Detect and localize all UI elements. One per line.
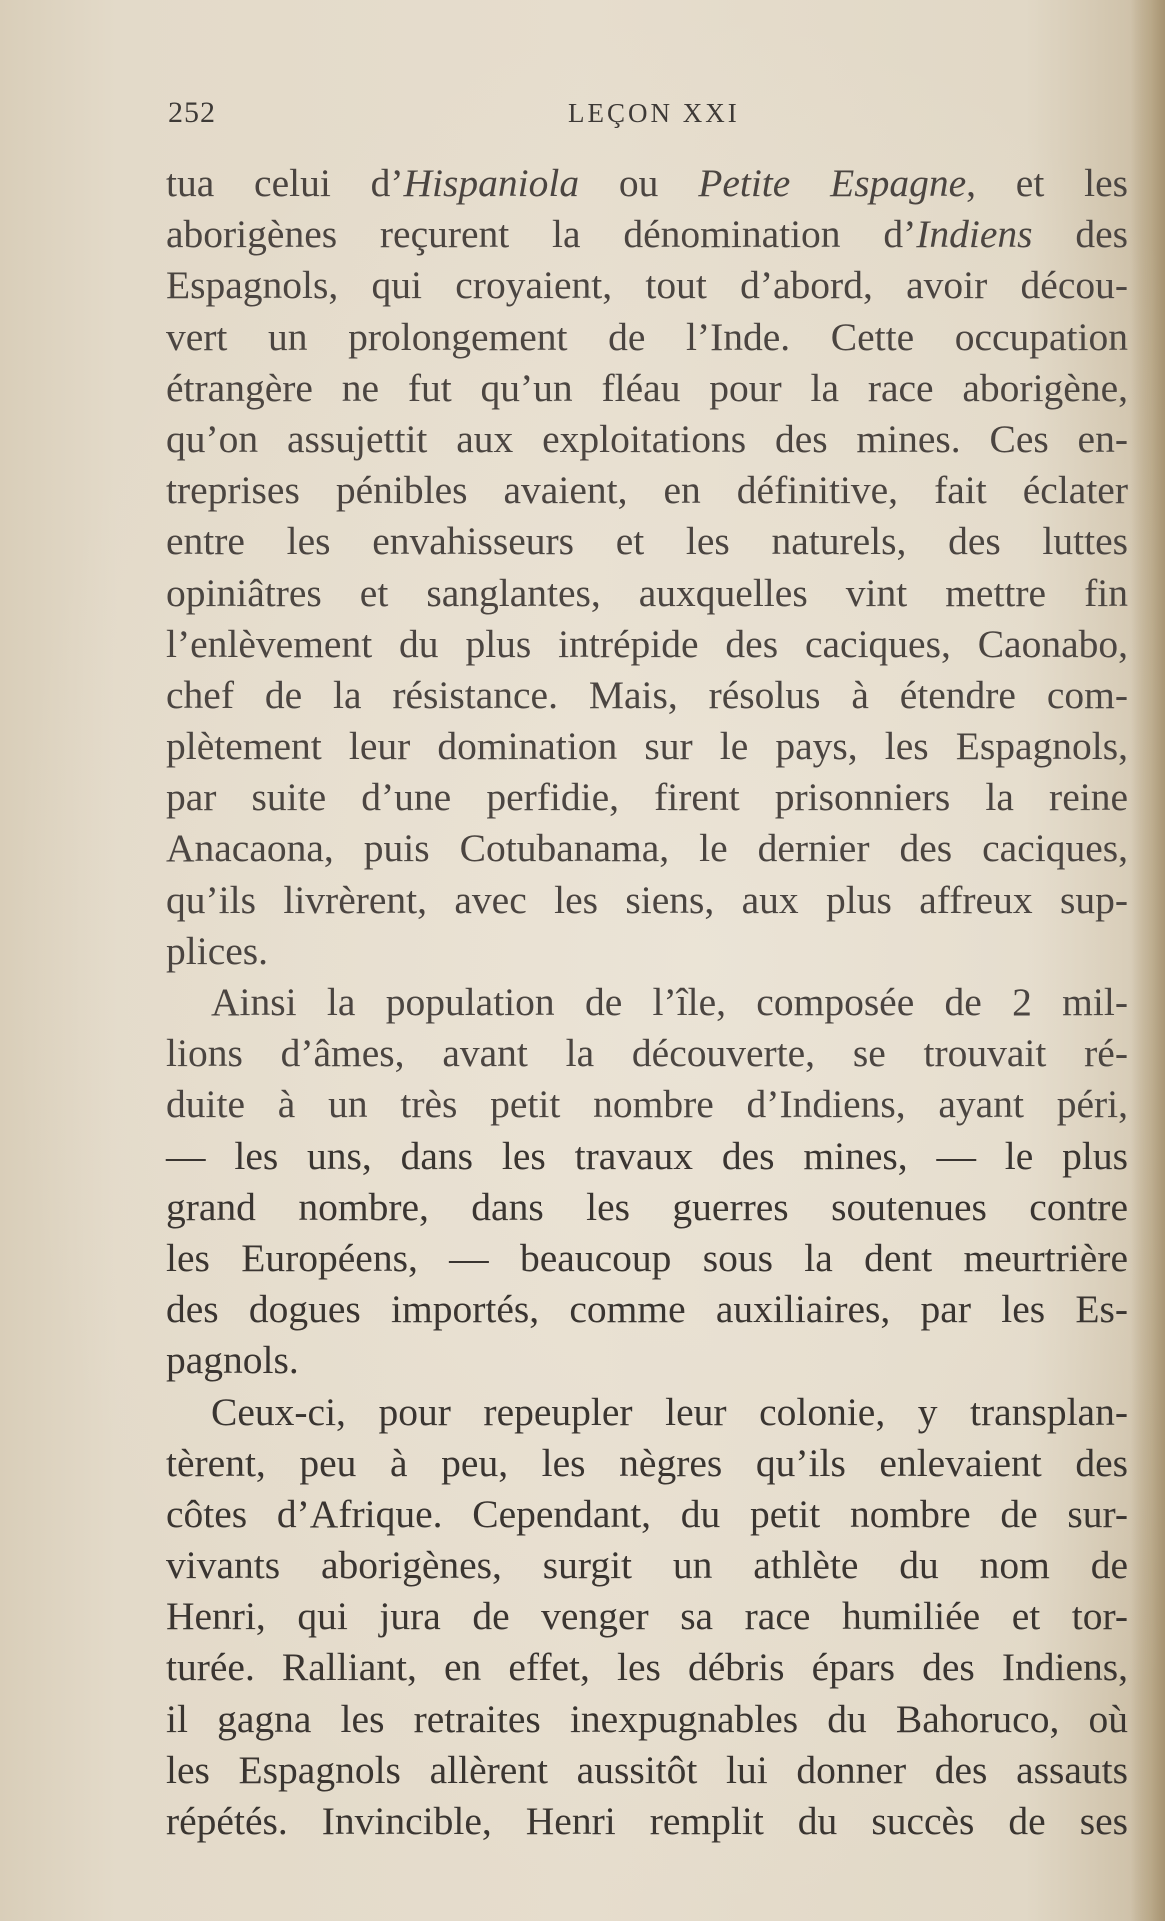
text-line: [166, 465, 1128, 516]
text-line: [166, 1028, 1128, 1079]
text-line: [166, 414, 1128, 465]
text-segment: Ainsi la population de l’île, composée de 2 mil-: [211, 980, 1128, 1024]
text-segment: des: [1032, 212, 1128, 257]
text-line: [166, 1591, 1128, 1642]
text-segment: Ceux-ci, pour repeupler leur colonie, y transplan-: [211, 1389, 1128, 1434]
text-line: [166, 1694, 1128, 1745]
text-segment: des dogues importés, comme auxiliaires, par les Es-: [166, 1287, 1128, 1332]
text-line: [166, 363, 1128, 414]
text-line: [166, 1438, 1128, 1489]
text-line: [166, 823, 1128, 874]
text-segment: l’enlèvement du plus intrépide des caciques, Caonabo,: [166, 621, 1128, 666]
text-line: [166, 1796, 1128, 1847]
text-line: [166, 926, 1128, 977]
italic-term: Hispaniola: [403, 161, 580, 205]
text-segment: répétés. Invincible, Henri remplit du succès de ses: [166, 1799, 1128, 1843]
text-line: [166, 1284, 1128, 1335]
text-segment: tèrent, peu à peu, les nègres qu’ils enlevaient des: [166, 1440, 1128, 1485]
text-segment: Espagnols, qui croyaient, tout d’abord, avoir décou-: [166, 263, 1128, 308]
text-line: [166, 1079, 1128, 1130]
text-line: [166, 772, 1128, 823]
text-segment: chef de la résistance. Mais, résolus à étendre com-: [166, 672, 1128, 717]
text-segment: lions d’âmes, avant la découverte, se trouvait ré-: [166, 1031, 1128, 1076]
text-segment: treprises pénibles avaient, en définitive, fait éclater: [166, 468, 1128, 513]
text-segment: pagnols.: [166, 1338, 299, 1383]
text-segment: vert un prolongement de l’Inde. Cette occupation: [166, 314, 1128, 359]
text-segment: vivants aborigènes, surgit un athlète du nom de: [166, 1543, 1128, 1588]
text-segment: par suite d’une perfidie, firent prisonniers la reine: [166, 775, 1128, 820]
text-line: [166, 1233, 1128, 1284]
text-segment: tua celui d’: [166, 161, 404, 205]
text-line: [166, 516, 1128, 567]
text-line: [166, 1182, 1128, 1233]
text-segment: ou: [579, 161, 699, 205]
text-segment: duite à un très petit nombre d’Indiens, ayant péri,: [166, 1082, 1128, 1127]
text-line: [166, 1131, 1128, 1182]
text-line: [166, 568, 1128, 619]
text-segment: turée. Ralliant, en effet, les débris épars des Indiens,: [166, 1645, 1128, 1690]
text-line: [166, 1387, 1128, 1438]
text-line: [166, 1489, 1128, 1540]
text-segment: il gagna les retraites inexpugnables du Bahoruco, où: [166, 1696, 1128, 1741]
text-segment: Henri, qui jura de venger sa race humiliée et tor-: [166, 1594, 1128, 1639]
text-segment: — les uns, dans les travaux des mines, — le plus: [166, 1133, 1128, 1178]
text-line: [166, 260, 1128, 311]
page-header: [168, 96, 1128, 136]
text-segment: , et les: [966, 161, 1128, 205]
text-segment: aborigènes reçurent la dénomination d’: [166, 212, 917, 257]
text-line: [166, 1335, 1128, 1386]
text-segment: étrangère ne fut qu’un fléau pour la race aborigène,: [166, 365, 1128, 410]
text-segment: côtes d’Afrique. Cependant, du petit nombre de sur-: [166, 1491, 1128, 1536]
text-segment: plices.: [166, 928, 269, 973]
italic-term: Petite Espagne: [698, 161, 967, 205]
text-line: [166, 209, 1128, 260]
text-line: [166, 619, 1128, 670]
text-line: [166, 721, 1128, 772]
text-line: [166, 1642, 1128, 1693]
text-segment: opiniâtres et sanglantes, auxquelles vint mettre fin: [166, 570, 1128, 615]
text-line: [166, 158, 1128, 209]
text-line: [166, 1540, 1128, 1591]
text-line: [166, 977, 1128, 1028]
italic-term: Indiens: [916, 212, 1033, 257]
text-segment: les Européens, — beaucoup sous la dent meurtrière: [166, 1235, 1128, 1280]
text-segment: qu’ils livrèrent, avec les siens, aux plus affreux sup-: [166, 877, 1128, 922]
text-segment: Anacaona, puis Cotubanama, le dernier des caciques,: [166, 826, 1128, 871]
page-number: 252: [168, 96, 216, 129]
text-line: [166, 1745, 1128, 1796]
text-segment: grand nombre, dans les guerres soutenues contre: [166, 1184, 1128, 1229]
text-line: [166, 875, 1128, 926]
page-gutter-shadow: [1131, 0, 1165, 1921]
text-segment: les Espagnols allèrent aussitôt lui donner des assauts: [166, 1747, 1128, 1792]
running-head: LEÇON XXI: [568, 98, 740, 128]
text-segment: qu’on assujettit aux exploitations des mines. Ces en-: [166, 416, 1128, 461]
text-line: [166, 312, 1128, 363]
text-line: [166, 670, 1128, 721]
text-segment: plètement leur domination sur le pays, les Espagnols,: [166, 724, 1128, 769]
text-segment: entre les envahisseurs et les naturels, des luttes: [166, 519, 1128, 564]
body-text: [166, 158, 1128, 1847]
